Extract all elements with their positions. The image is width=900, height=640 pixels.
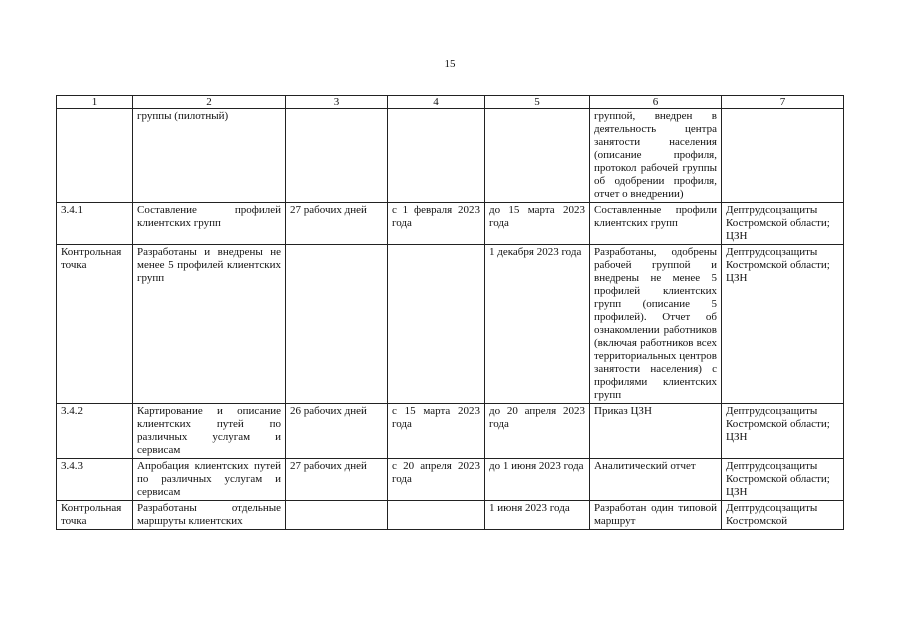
- table-cell: [388, 459, 485, 501]
- column-header: 4: [388, 96, 485, 109]
- table-cell: [286, 109, 388, 203]
- table-cell: [590, 109, 722, 203]
- table-cell: [485, 245, 590, 404]
- cell-text: Разработаны, одобрены рабочей группой и внедрены не менее 5 профилей клиентских групп (описание 5 профилей). Отчет об ознакомлении работников (включая работников всех территориальных центров занятости населения) с профилями клиентских групп: [594, 246, 717, 401]
- cell-text: Разработан один типовой маршрут: [594, 502, 717, 527]
- table-cell: [485, 501, 590, 530]
- table-cell: [133, 109, 286, 203]
- table-cell: [722, 501, 844, 530]
- table-row: [57, 501, 844, 530]
- table-cell: [57, 109, 133, 203]
- table-cell: [388, 501, 485, 530]
- table-cell: [388, 245, 485, 404]
- table-cell: Дептрудсоцзащиты Костромской области; ЦЗН: [722, 459, 844, 501]
- table-cell: Приказ ЦЗН: [590, 404, 722, 459]
- table-cell: [133, 501, 286, 530]
- page-number: 15: [444, 58, 456, 70]
- cell-text: 1 декабря 2023 года: [489, 246, 582, 258]
- column-header: 1: [57, 96, 133, 109]
- table-cell: [590, 203, 722, 245]
- table-cell: Аналитический отчет: [590, 459, 722, 501]
- table-cell: [485, 109, 590, 203]
- cell-text: [392, 502, 480, 528]
- table-cell: 27 рабочих дней: [286, 203, 388, 245]
- table-cell: [133, 404, 286, 459]
- cell-text: Разработаны отдельные маршруты клиентских: [137, 502, 281, 527]
- cell-text: Контрольная точка: [61, 502, 122, 527]
- cell-text: до 20 апреля 2023 года: [489, 405, 585, 430]
- table-cell: [133, 459, 286, 501]
- table-row: [57, 459, 844, 501]
- table-cell: Контрольная точка: [57, 245, 133, 404]
- cell-text: Составленные профили клиентских групп: [594, 204, 717, 229]
- table-cell: [133, 203, 286, 245]
- table-row: [57, 203, 844, 245]
- table-cell: Дептрудсоцзащиты Костромской области; ЦЗН: [722, 404, 844, 459]
- cell-text: 1 июня 2023 года: [489, 502, 570, 514]
- column-header: 7: [722, 96, 844, 109]
- cell-text: группы (пилотный): [137, 110, 229, 122]
- table-row: [57, 245, 844, 404]
- cell-text: Составление профилей клиентских групп: [137, 204, 281, 229]
- cell-text: Картирование и описание клиентских путей по различных услугам и сервисам: [137, 405, 281, 456]
- table-cell: 3.4.3: [57, 459, 133, 501]
- table-row: [57, 109, 844, 203]
- table-header-row: [57, 96, 844, 109]
- column-header: 6: [590, 96, 722, 109]
- table-cell: [286, 245, 388, 404]
- table-cell: 26 рабочих дней: [286, 404, 388, 459]
- table-cell: 3.4.2: [57, 404, 133, 459]
- table-cell: [485, 404, 590, 459]
- cell-text: группой, внедрен в деятельность центра занятости населения (описание профиля, протокол рабочей группы об одобрении профиля, отчет о внедрении): [594, 110, 717, 200]
- cell-text: Апробация клиентских путей по различных услугам и сервисам: [137, 460, 281, 498]
- table-cell: [722, 109, 844, 203]
- table-row: [57, 404, 844, 459]
- table-cell: [388, 109, 485, 203]
- table-cell: Дептрудсоцзащиты Костромской области; ЦЗН: [722, 245, 844, 404]
- cell-text: до 15 марта 2023 года: [489, 204, 585, 229]
- cell-text: Дептрудсоцзащиты Костромской: [726, 502, 818, 527]
- cell-text: до 1 июня 2023 года: [489, 460, 584, 472]
- table-cell: [590, 245, 722, 404]
- plan-table: [56, 95, 844, 530]
- column-header: 5: [485, 96, 590, 109]
- column-header: 2: [133, 96, 286, 109]
- table-cell: [133, 245, 286, 404]
- cell-text: Разработаны и внедрены не менее 5 профилей клиентских групп: [137, 246, 281, 284]
- table-cell: [485, 459, 590, 501]
- cell-text: с 20 апреля 2023 года: [392, 460, 480, 485]
- table-cell: [286, 501, 388, 530]
- table-cell: [388, 203, 485, 245]
- cell-text: [290, 502, 383, 528]
- cell-text: с 1 февраля 2023 года: [392, 204, 480, 229]
- cell-text: с 15 марта 2023 года: [392, 405, 480, 430]
- table-cell: [57, 501, 133, 530]
- table-cell: 3.4.1: [57, 203, 133, 245]
- column-header: 3: [286, 96, 388, 109]
- table-cell: 27 рабочих дней: [286, 459, 388, 501]
- table-cell: [485, 203, 590, 245]
- table-cell: Дептрудсоцзащиты Костромской области; ЦЗН: [722, 203, 844, 245]
- table-cell: [388, 404, 485, 459]
- table-cell: [590, 501, 722, 530]
